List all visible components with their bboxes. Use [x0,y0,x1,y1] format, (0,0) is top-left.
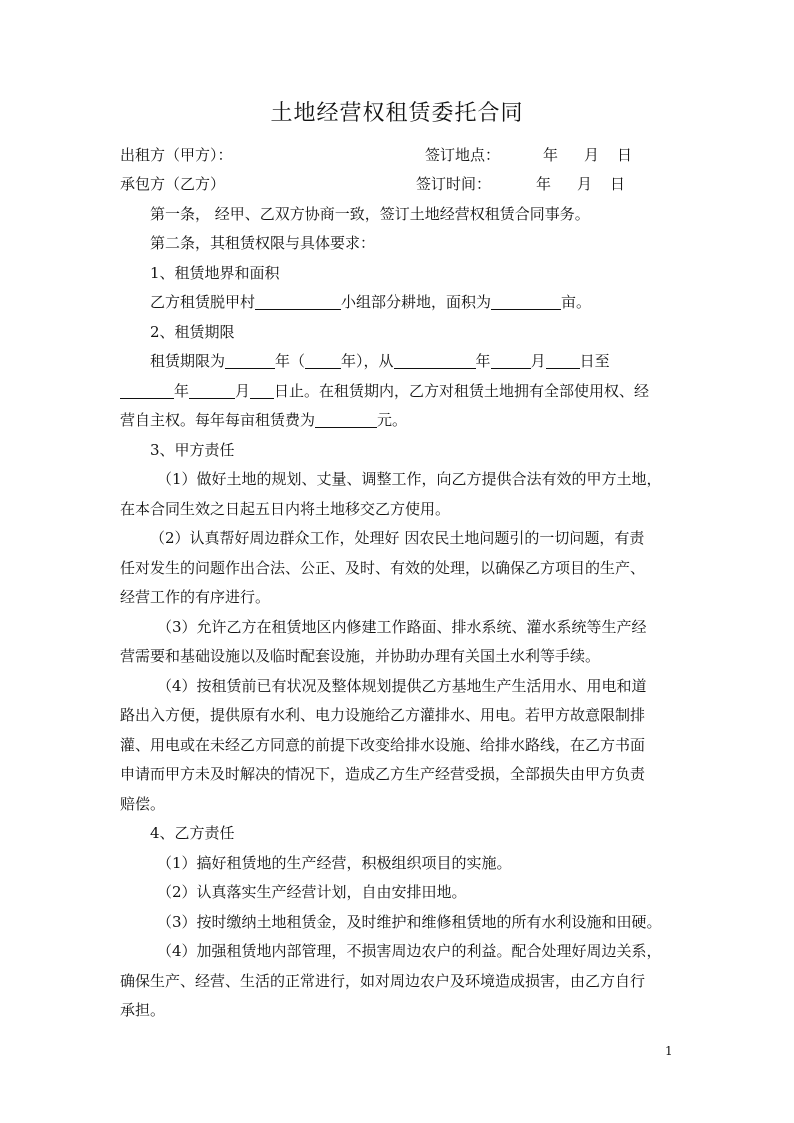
section-2-heading: 2、租赁期限 [150,323,235,341]
lessor-label: 出租方（甲方）： [120,146,233,164]
section-3-line: （3）允许乙方在租赁地区内修建工作路面、排水系统、灌水系统等生产经 [157,618,647,636]
section-2-line-2 [120,381,649,401]
fee-text-a: 营自主权。每年每亩租赁费为 [120,411,316,429]
end-year-blank [120,382,174,399]
page-number: 1 [665,1044,673,1058]
annual-fee-blank [315,411,377,428]
section-3-line: 路出入方便，提供原有水利、电力设施给乙方灌排水、用电。若甲方故意限制排 [120,706,646,724]
term-text-a: 租赁期限为 [150,352,226,370]
lessee-label: 承包方（乙方） [120,175,226,193]
section-3-line: 营需要和基础设施以及临时配套设施，并协助办理有关国土水利等手续。 [120,647,601,665]
section-3-line: （4）按租赁前已有状况及整体规划提供乙方基地生产生活用水、用电和道 [157,677,647,695]
term-text-b: 年（ [275,352,306,370]
term-years-blank [225,352,275,369]
section-4-line: （4）加强租赁地内部管理，不损害周边农户的利益。配合处理好周边关系， [157,942,662,960]
section-1-heading: 1、租赁地界和面积 [150,264,280,282]
sign-place-month: 月 [584,146,600,164]
section-4-heading: 4、乙方责任 [150,824,235,842]
section-3-line: 在本合同生效之日起五日内将土地移交乙方使用。 [120,500,451,518]
section-4-line: （3）按时缴纳土地租赁金，及时维护和维修租赁地的所有水利设施和田硬。 [157,913,662,931]
term-text-e: 月 [530,352,546,370]
term-text-g: 年 [174,382,190,400]
section-4-line: （2）认真落实生产经营计划，自由安排田地。 [157,883,467,901]
section-2-line-3 [120,410,407,430]
term-text-i: 日止。在租赁期内，乙方对租赁土地拥有全部使用权、经 [274,382,650,400]
section-1-text-c: 亩。 [561,293,592,311]
sign-time-day: 日 [610,175,626,193]
area-blank [491,293,561,310]
sign-time-label: 签订时间： [416,175,492,193]
sign-place-label: 签订地点： [425,146,501,164]
end-month-blank [189,382,235,399]
article-2: 第二条，其租赁权限与具体要求： [150,234,376,252]
article-1: 第一条， 经甲、乙双方协商一致，签订土地经营权租赁合同事务。 [150,205,590,223]
start-day-blank [546,352,580,369]
term-text-c: 年），从 [341,352,394,370]
section-3-line: 申请而甲方未及时解决的情况下，造成乙方生产经营受损，全部损失由甲方负责 [120,765,646,783]
section-4-line: 承担。 [120,1001,166,1019]
section-3-line: 灌、用电或在未经乙方同意的前提下改变给排水设施、给排水路线，在乙方书面 [120,736,646,754]
term-years-words-blank [305,352,341,369]
section-3-line: （1）做好土地的规划、丈量、调整工作，向乙方提供合法有效的甲方土地， [157,470,662,488]
start-month-blank [491,352,531,369]
section-1-line [150,292,591,312]
section-4-line: 确保生产、经营、生活的正常进行，如对周边农户及环境造成损害，由乙方自行 [120,972,646,990]
village-group-blank [255,293,341,310]
section-3-line: 任对发生的问题作出合法、公正、及时、有效的处理，以确保乙方项目的生产、 [120,559,646,577]
sign-time-month: 月 [577,175,593,193]
term-text-h: 月 [235,382,251,400]
sign-place-year: 年 [543,146,559,164]
start-year-blank [394,352,476,369]
section-2-line-1 [150,351,610,371]
end-day-blank [250,382,274,399]
section-3-line: 赔偿。 [120,795,166,813]
term-text-f: 日至 [579,352,610,370]
fee-text-b: 元。 [377,411,408,429]
section-3-line: （2）认真帮好周边群众工作，处理好 因农民土地问题引的一切问题，有责 [150,529,645,547]
section-1-text-b: 小组部分耕地，面积为 [341,293,492,311]
document-title: 土地经营权租赁委托合同 [270,101,524,126]
section-1-text-a: 乙方租赁脱甲村 [150,293,256,311]
sign-place-day: 日 [617,146,633,164]
sign-time-year: 年 [536,175,552,193]
section-4-line: （1）搞好租赁地的生产经营，积极组织项目的实施。 [157,854,512,872]
section-3-heading: 3、甲方责任 [150,441,235,459]
section-3-line: 经营工作的有序进行。 [120,588,271,606]
term-text-d: 年 [475,352,491,370]
